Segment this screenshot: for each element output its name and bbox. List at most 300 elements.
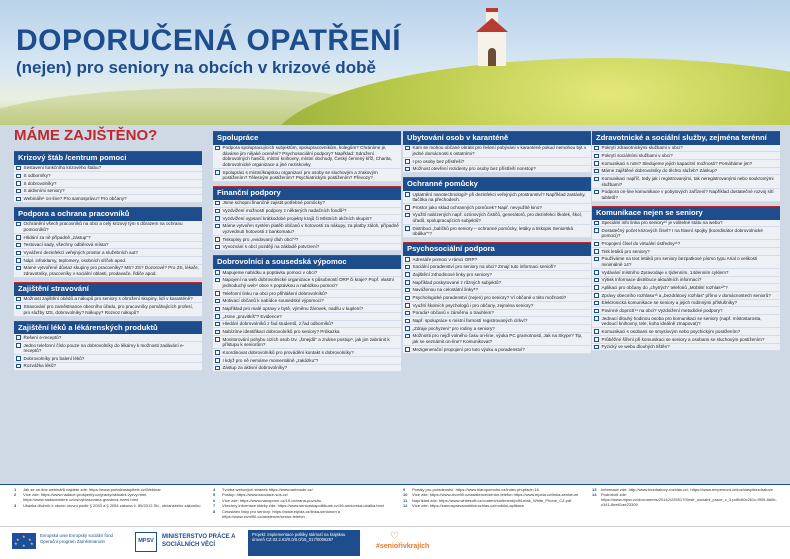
footnote-text[interactable]: Portály pro poradenství: https://www.klaropomoho.cz/index.ph-pfadr=16 [412,487,539,492]
item-text: Hlídání za ně případně „zástup"? [23,234,91,240]
column-1 [14,151,202,375]
checkbox[interactable] [215,209,220,214]
item-text: S dobrovolníky? [23,180,57,186]
footnote-column-4 [592,488,780,509]
item-text: Možnosti pro nejdí volného času on-line, výuka PC gramotnosti, Jak na Skype? Tip, jak se seznámit on-line? Komunikovat? [412,333,583,344]
footnote-text[interactable]: Tvorba webových stránek https://www.webnode.cz/ [222,487,313,492]
item-text: Komunikaci napříč, tedy jak i registrovanými, tak neregistrovanými nebo soukromými službami? [601,176,774,187]
item-text: Podpora spolupracujících subjektům, spolupracovníkům, kolegům? Chráníme je, dáváme jim nějaké ocenění? Psychosociální podpory? Napřklad: Sdružení dobrovolných hasičů, místní knihovny, místní obchody, Český červený kříž, Charita, dobrovolnické organizace a jiné neziskovky [222,145,392,167]
item-text: Výtisk Informace distribuce aktuálních informací? [601,277,702,283]
footnote-number: 12 [403,503,408,509]
checkbox[interactable] [16,258,21,263]
checklist-item [14,180,202,188]
checklist-item [592,175,780,188]
checkbox[interactable] [405,167,410,172]
checklist-item [14,221,202,234]
item-text: Testovací sady, všechny odběrová místa? [23,242,109,248]
checkbox[interactable] [405,303,410,308]
item-text: Vydávání místního Zpravodaje v týdenním, 14denním cyklem? [601,269,729,275]
checkbox[interactable] [215,358,220,363]
checklist-item [14,342,202,355]
item-text: Sociální poradenství pro seniory na obci? Zmají tuto informaci senioři? [412,264,556,270]
checklist-item [213,208,401,216]
checklist-item [213,305,401,313]
footnote [213,510,401,520]
section-title: Komunikace nejen se seniory [592,206,780,220]
footnote-text[interactable]: Více zde: https://www.nadace-prosperity.cz/granty/aktualni-vyzvy.html, https://www.nadacedobre.cz/cs/vyhlasovana-grantova-rizeni.html [23,492,148,503]
footnote-column-1 [14,488,202,509]
item-text: Např. spolupráce s místní farností registrovaných církví? [412,318,528,324]
checkbox[interactable] [16,197,21,202]
checkbox[interactable] [594,177,599,182]
item-text: Adresáře pomoci v rámci ORP? [412,256,478,262]
checklist-item [592,269,780,277]
footnote-text[interactable]: Postup: https://www.asociace-sos.cz/ [222,492,288,498]
checkbox[interactable] [594,228,599,233]
checklist-item [403,325,591,333]
checkbox[interactable] [215,307,220,312]
item-text: Motivací občanů k nabídce sousedské výpomoci? [222,298,324,304]
footnote-number: 10 [403,492,408,498]
item-text: S aktivními seniory? [23,188,65,194]
footnote-text[interactable]: Například zde: https://www.whitesoft.cz/content/sortiment/pdf/Letak_White_Phone_CZ.pdf [412,497,572,503]
item-text: I když pro ně nemáme momentálně „zakázku"? [222,357,319,363]
checkbox[interactable] [16,335,21,340]
checklist-item [213,200,401,208]
footnote [14,504,202,509]
footnote-number: 14 [592,492,597,498]
checklist-item [14,296,202,304]
checkbox[interactable] [215,291,220,296]
item-text: Propojení čísel do virtuální ústředny¹¹? [601,241,681,247]
checkbox[interactable] [215,170,220,175]
checklist-item [213,298,401,306]
section-title: Zajištění léků a lékárenských produktů [14,321,202,335]
checklist-item [14,249,202,257]
footnote [14,493,202,503]
section-title: Psychosociální podpora [403,242,591,256]
footnote-number: 4 [213,487,216,492]
checkbox[interactable] [405,272,410,277]
checkbox[interactable] [594,169,599,174]
checklist-item [403,333,591,346]
checklist-item [592,277,780,285]
checklist-item [592,307,780,315]
checkbox[interactable] [16,356,21,361]
checklist-section [592,206,780,352]
checklist-item [403,166,591,174]
footnote-text[interactable]: Více zde: https://www.nanoprom.cz/19-ochrana-povrchu [222,497,322,503]
checklist-item [213,328,401,336]
hashtag-label: #seniořivkrajích [376,543,430,550]
checkbox[interactable] [405,146,410,151]
section-title: Dobrovolníci a sousedská výpomoc [213,255,401,269]
item-text: „Jsme „pravitkíš"? Evidence? [222,313,282,319]
checklist-item [592,328,780,336]
item-text: Komunikaci s nimi? Sledujeme jejich kapacitní možnosti? Pomáháme jim? [601,160,753,166]
checklist-item [213,145,401,169]
checkbox[interactable] [594,316,599,321]
checklist-item [403,158,591,166]
checklist-item [14,334,202,342]
eu-label: Evropská unie Evropský sociální fond Operační program Zaměstnanost [40,533,113,544]
item-text: Nápl. infraklamy, teplomery, osobních síťček apod. [23,257,127,263]
item-text: Uplatnění nanotechnologií⁶ při dezinfekci veřejných prostranství? Například zastávky, tlačítka na přechodech. [412,191,586,203]
checkbox[interactable] [215,278,220,283]
checklist-item [403,279,591,287]
item-text: Tisk letáků pro seniory? [601,248,650,254]
item-text: Vyzdvižení možností podpory z některých nadačních fondů²? [222,208,347,214]
checkbox[interactable] [16,305,21,310]
checklist-section [403,177,591,238]
checklist-item [14,257,202,265]
checklist-item [592,336,780,344]
item-text: Pokrytí zdravotnickými službami v obci? [601,145,683,151]
checkbox[interactable] [16,266,21,271]
item-text: Vyvážení dezinfekcí veřejných prostor a služebních aut? [23,250,138,256]
checklist-item [213,244,401,252]
checklist-item [14,363,202,371]
checkbox[interactable] [215,366,220,371]
checkbox[interactable] [594,190,599,195]
checkbox[interactable] [594,242,599,247]
chapel-illustration [470,8,514,72]
checklist-item [592,248,780,256]
checkbox[interactable] [215,270,220,275]
footnote-text[interactable]: Podrobně zde: https://www.mpsv.cz/documents/20142/225517/Sestr_socialni_prace_c_3.pdf/c60c261c-f909-8a0b-c341-8ee61ae23309 [601,492,777,508]
item-text: Mezigenerační propojení pro tuto výuku a poradenství? [412,346,525,352]
column-4 [592,131,780,355]
item-text: Možnost zajištění obědů a nákupů pro seniory s ohrožení skupiny, lidí v karanténě? [23,296,193,302]
checkbox[interactable] [16,166,21,171]
checkbox[interactable] [594,301,599,306]
checklist-section [213,255,401,372]
footnote-number: 8 [213,508,216,514]
checklist-item [403,191,591,204]
checklist-item [213,357,401,365]
checklist-item [213,269,401,277]
checkbox[interactable] [594,337,599,342]
checkbox[interactable] [594,345,599,350]
item-text: Jedno telefonní číslo pouze na dobrovolníky do lékárny k možnosti zadávání e-receptů? [23,342,185,354]
footnote-column-2 [213,488,401,520]
checkbox[interactable] [16,189,21,194]
item-text: Napojení na web dobrovolnické organizace s působností ORP či kraje? Popř. vlastní jednoduchý web⁴ obce s poptávkou a nabídkou pomoci? [222,277,395,288]
checklist-item [403,204,591,212]
checkbox[interactable] [594,154,599,159]
item-text: Využití nabízených např. ozónových čističů, generátorů, pro dezinfekci školek, škol, úřadů, spolupracujících subjektů? [412,212,582,223]
section-title: Zdravotnické a sociální služby, zejména terénní [592,131,780,145]
section-heading: MÁME ZAJIŠTĚNO? [14,127,158,144]
checklist-item [213,365,401,373]
item-text: Distribuci „balíčků pro seniory – ochranné pomůcky, letáky a tiskopis Seniorská obálka"⁷? [412,225,574,237]
checklist-item [592,292,780,300]
item-text: Telefonní linku na obci pro přihlášení dobrovolníků? [222,290,328,296]
footnote-column-3 [403,488,591,510]
checkbox[interactable] [405,334,410,339]
item-text: Sestavení funkčního krizového štábu? [23,165,102,171]
footnote-text[interactable]: Více zde: https://www.zivot90.cz/asistence/senior-telefon https://www.elpida.cz/linka-seniorum [412,492,579,498]
checklist-item [403,256,591,264]
item-text: „Zdraje pochyzeni" pro rodiny a seniory? [412,325,495,331]
item-text: Komunikaci s osobami se smyslovým nebo psychickým postižením? [601,328,741,334]
section-title: Krizový štáb /centrum pomoci [14,151,202,165]
footnote-number: 3 [14,502,17,508]
footnote-number: 7 [213,503,216,509]
footnote [592,493,780,508]
checklist-item [213,290,401,298]
checkbox[interactable] [405,265,410,270]
item-text: Pokrytí sociálními službami v obci? [601,153,673,158]
checklist-item [592,168,780,176]
checkbox[interactable] [594,146,599,151]
checkbox[interactable] [215,330,220,335]
item-text: Například poskytované z různých subjektů? [412,279,502,285]
item-text: Máme vytvořen systém platěb občanů v hotovosti za nákupy, za platby záloh, případně vyzvednutí hotovosti z bankomatu? [222,223,399,234]
checklist-item [213,349,401,357]
item-text: Koordinovat dobrovolníků pro provádění kontakt s dobrovolníky? [222,349,354,355]
checkbox[interactable] [16,243,21,248]
footnote-text[interactable]: Ukázka dlužníh k obcím úrovní podle § 2053 a § 2054 zákona č. 89/2012 Sb., občanského zákoníku [23,502,201,508]
item-text: Webináře¹ on-line? Pro samosprávu? Pro občany? [23,196,127,202]
checklist-item [592,300,780,308]
checklist-item [403,317,591,325]
section-title: Podpora a ochrana pracovníků [14,207,202,221]
checklist-item [592,240,780,248]
item-text: Máme vytvořené důvtaz skupiny pro pracovníky? MS? ZS? Dozorové? Pro ZS, lékaře, zdravotníky, pracovníky v sociální oblasti, prodavače, řidiče apod. [23,265,199,276]
checklist-item [403,145,591,158]
checkbox[interactable] [16,174,21,179]
checklist-item [14,242,202,250]
checkbox[interactable] [16,222,21,227]
checklist-section [592,131,780,202]
footnote-number: 9 [403,487,406,492]
checklist-item [14,188,202,196]
checkbox[interactable] [405,159,410,164]
item-text: Například pro malé opravy v bytě, výměnu žárovek, nadílu v kuplení? [222,306,364,311]
item-text: Průběžné šíření při komunikaci se seniory a osobami se sluchovým postižením? [601,336,765,342]
checkbox[interactable] [215,299,220,304]
checklist-item [14,165,202,173]
checklist-section [14,207,202,278]
checkbox[interactable] [405,192,410,197]
checklist-item [592,284,780,292]
checkbox[interactable] [405,326,410,331]
checklist-section [403,131,591,173]
checklist-item [403,346,591,354]
page-title: DOPORUČENÁ OPATŘENÍ [16,24,402,57]
checkbox[interactable] [405,280,410,285]
checklist-item [592,227,780,240]
item-text: Elektronická komunikace se seniory a jejich rodinnými příslušníky? [601,300,738,306]
checklist-item [592,152,780,160]
footnote-text[interactable]: Všechny informace ktárky zde: https://www.seniorskapolitikunk.cz/46-seniorska-obalka.html [222,503,384,509]
item-text: Možnost otevření rezidenty pro osoby bez přístřeší nonstop? [412,166,536,172]
footnote [403,504,591,509]
checkbox[interactable] [215,237,220,242]
checklist-item [592,220,780,228]
item-text: Nabízíme identifikaci dobrovolníků pro seniory? Průkazka [222,329,340,335]
ministry-label: MINISTERSTVO PRÁCE A SOCIÁLNÍCH VĚCÍ [162,534,236,548]
checkbox[interactable] [405,226,410,231]
checkbox[interactable] [405,205,410,210]
checklist-item [14,303,202,316]
checkbox[interactable] [594,249,599,254]
checkbox[interactable] [594,221,599,226]
checkbox[interactable] [594,270,599,275]
item-text: Fyzický ve webu dlouhých tištěn? [601,344,670,350]
checklist-item [403,212,591,225]
checklist-section [213,186,401,251]
heart-icon: ♡ [390,531,399,542]
footnote-number: 5 [213,492,216,498]
item-text: Psychologické poradenství (nejen) pro seniory? Ví občané o této možnosti? [412,295,567,300]
checklist-section [403,242,591,353]
checkbox[interactable] [215,201,220,206]
section-title: Ochranné pomůcky [403,177,591,191]
checkbox[interactable] [16,297,21,302]
item-text: Vyzdvižení vypsaní krátkodobé projekty krajů či Místních akčních skupin? [222,215,372,221]
checklist-item [14,172,202,180]
column-3 [403,131,591,358]
footnote-number: 1 [14,487,17,492]
item-text: Mapujeme nabídku a poptávku pomoci v obci? [222,269,318,275]
item-text: Tiskopisy pro „evidovaný dluh obci"³? [222,236,299,242]
item-text: S odborníky? [23,173,51,178]
header-banner [0,0,790,125]
checklist-item [213,277,401,290]
footnotes [0,484,790,526]
item-text: Monitorování pohybu cizích osob tzv. „šmejdů" a známe postup⁵, jak jim zabránit k přístupu k seniorům? [222,336,390,348]
checkbox[interactable] [405,319,410,324]
footnote-text[interactable]: Více zde: https://samospravamobilnirozhlas.cz/mobilni-aplikace [412,503,525,509]
checklist-item [213,336,401,349]
checklist-item [14,265,202,278]
checkbox[interactable] [215,224,220,229]
checklist-item [403,287,591,295]
checkbox[interactable] [594,293,599,298]
checklist-item [592,145,780,153]
checklist-section [14,282,202,317]
checklist-item [14,195,202,203]
checkbox[interactable] [16,364,21,369]
footnote-number: 11 [403,497,408,503]
checkbox[interactable] [215,350,220,355]
checklist-item [213,321,401,329]
item-text: Využití školních psychologů i pro občany, zejména seniory? [412,302,534,308]
footnote-number: 6 [213,497,216,503]
footnote-text[interactable]: Jak se on-line webinářů najdete zde: https://www.portalzastupitele.cz/Webinar [23,487,161,492]
checklist-item [592,344,780,352]
checkbox[interactable] [215,216,220,221]
section-title: Spolupráce [213,131,401,145]
section-title: Zajištění stravování [14,282,202,296]
item-text: Stravování pro zaměstnance obecního úřadu, pro pracovníky pomáhajících profesí, pro služby IZS, dobrovolníky? Nákupy? Rozvoz nákupů? [23,304,194,315]
footnote-number: 2 [14,492,17,498]
checkbox[interactable] [594,278,599,283]
checkbox[interactable] [215,314,220,319]
checkbox[interactable] [16,251,21,256]
item-text: Povinné doprictí¹⁴ na obci? Vyzdvižení metodické podpory? [601,308,723,314]
checklist-item [213,169,401,182]
checklist-item [592,315,780,328]
footnote-number: 13 [592,487,597,492]
project-label: Projekt: Implementace politiky stárnutí na krajskou úroveň CZ.03.2.63/0.0/0.0/15_017/0006287 [248,530,360,556]
checklist-item [403,302,591,310]
checkbox[interactable] [405,288,410,293]
checklist-item [592,256,780,269]
checklist-item [403,294,591,302]
checkbox[interactable] [405,347,410,352]
item-text: Řešení e-receptů? [23,334,62,340]
item-text: Hledání dobrovolníků z řad studentů, z řad odborníků? [222,321,334,327]
checkbox[interactable] [594,309,599,314]
item-text: Rozvážka léků? [23,363,56,369]
checklist-item [213,215,401,223]
checkbox[interactable] [594,329,599,334]
checklist-item [213,223,401,236]
section-title: Ubytování osob v karanténě [403,131,591,145]
checklist-item [592,160,780,168]
checkbox[interactable] [215,337,220,342]
checklist-item [592,189,780,202]
item-text: Máme zajištěné dobrovolníky do těchto služeb? Záskup? [601,168,718,174]
checkbox[interactable] [594,257,599,262]
checkbox[interactable] [16,343,21,348]
mpsv-logo: MPSV [135,532,157,552]
item-text: Spolupráci s místní/krajskou organizací pro osoby se sluchovým a zrakovým postižením? Tělesným postižením? Psychiatrickým postižením? Převozy? [222,169,378,180]
checkbox[interactable] [405,257,410,262]
checkbox[interactable] [405,311,410,316]
item-text: Prostor jako sklad ochranných pomůcek? Např. nevyužité kino? [412,204,542,210]
item-text: Zajištění 24hodinové linky pro seniory? [412,271,492,277]
eu-flag-icon: ★ ★ ★ ★ ★ ★ [12,533,36,549]
page-subtitle: (nejen) pro seniory na obcích v krizové době [16,58,376,77]
item-text: Dobrovolníky pro balení léků? [23,355,85,361]
checkbox[interactable] [16,235,21,240]
item-text: I pro osoby bez přístřeší? [412,158,465,164]
checklist-item [14,234,202,242]
checklist-item [403,271,591,279]
logo-bar [0,526,790,559]
checkbox[interactable] [215,245,220,250]
footnote-text[interactable]: Celostátní linky pro seniory: https://www.elpida.cz/linka-seniorum a https://www.zivot90.cz/asistence/senior-telefon [222,508,341,519]
item-text: Ochránění všech pracovníků na obci a celý krizový tým s důrazem na ochranu pomocníků? [23,221,183,232]
checkbox[interactable] [215,146,220,151]
item-text: Porada⁹ občanů v záměrnu o trauhlem? [412,310,494,316]
checkbox[interactable] [405,213,410,218]
section-title: Finanční podpory [213,186,401,200]
item-text: Speciální info linka pro seniory¹⁰ je volitelné státu na webu? [601,220,723,226]
checkbox[interactable] [594,161,599,166]
checkbox[interactable] [594,285,599,290]
checklist-item [403,225,591,238]
item-text: Dostatečný počet krizových čísel? I na hlavní spojky (koordinátor dobrovolnické pomoci)? [601,227,763,239]
item-text: Jsme schopni finančně zajistit potřebné pomůcky? [222,200,325,206]
checklist-item [213,236,401,244]
item-text: Zprávy obecního rozhlasu¹³ a „bezdrátový rozhlas" přímo v domácnostech seniorů? [601,292,771,298]
item-text: Kam se mohou občané obrátit pro řešení pobývání v karanténě pokud nemohou být v jedné domácnosti s ostatními? [412,145,587,156]
checkbox[interactable] [16,181,21,186]
footnote-text[interactable]: Informace zde: http://www.bezdratovy-rozhlas.cz/; https://www.empemont.cz/rozhlasy/bezdratove [601,487,773,492]
item-text: Aplikaci pro občany do „chytrých" telefonů „Mobilní rozhlas¹²"? [601,284,728,290]
checkbox[interactable] [215,322,220,327]
checklist-item [403,310,591,318]
item-text: Vyvozvání s obcí pozdějí na základě potvrzení? [222,244,320,250]
checklist-section [14,321,202,371]
checkbox[interactable] [405,296,410,301]
item-text: Používáme na text letáků pro seniory bezpatkové písmo typu Arial o velikosti minimálně 14? [601,256,758,267]
